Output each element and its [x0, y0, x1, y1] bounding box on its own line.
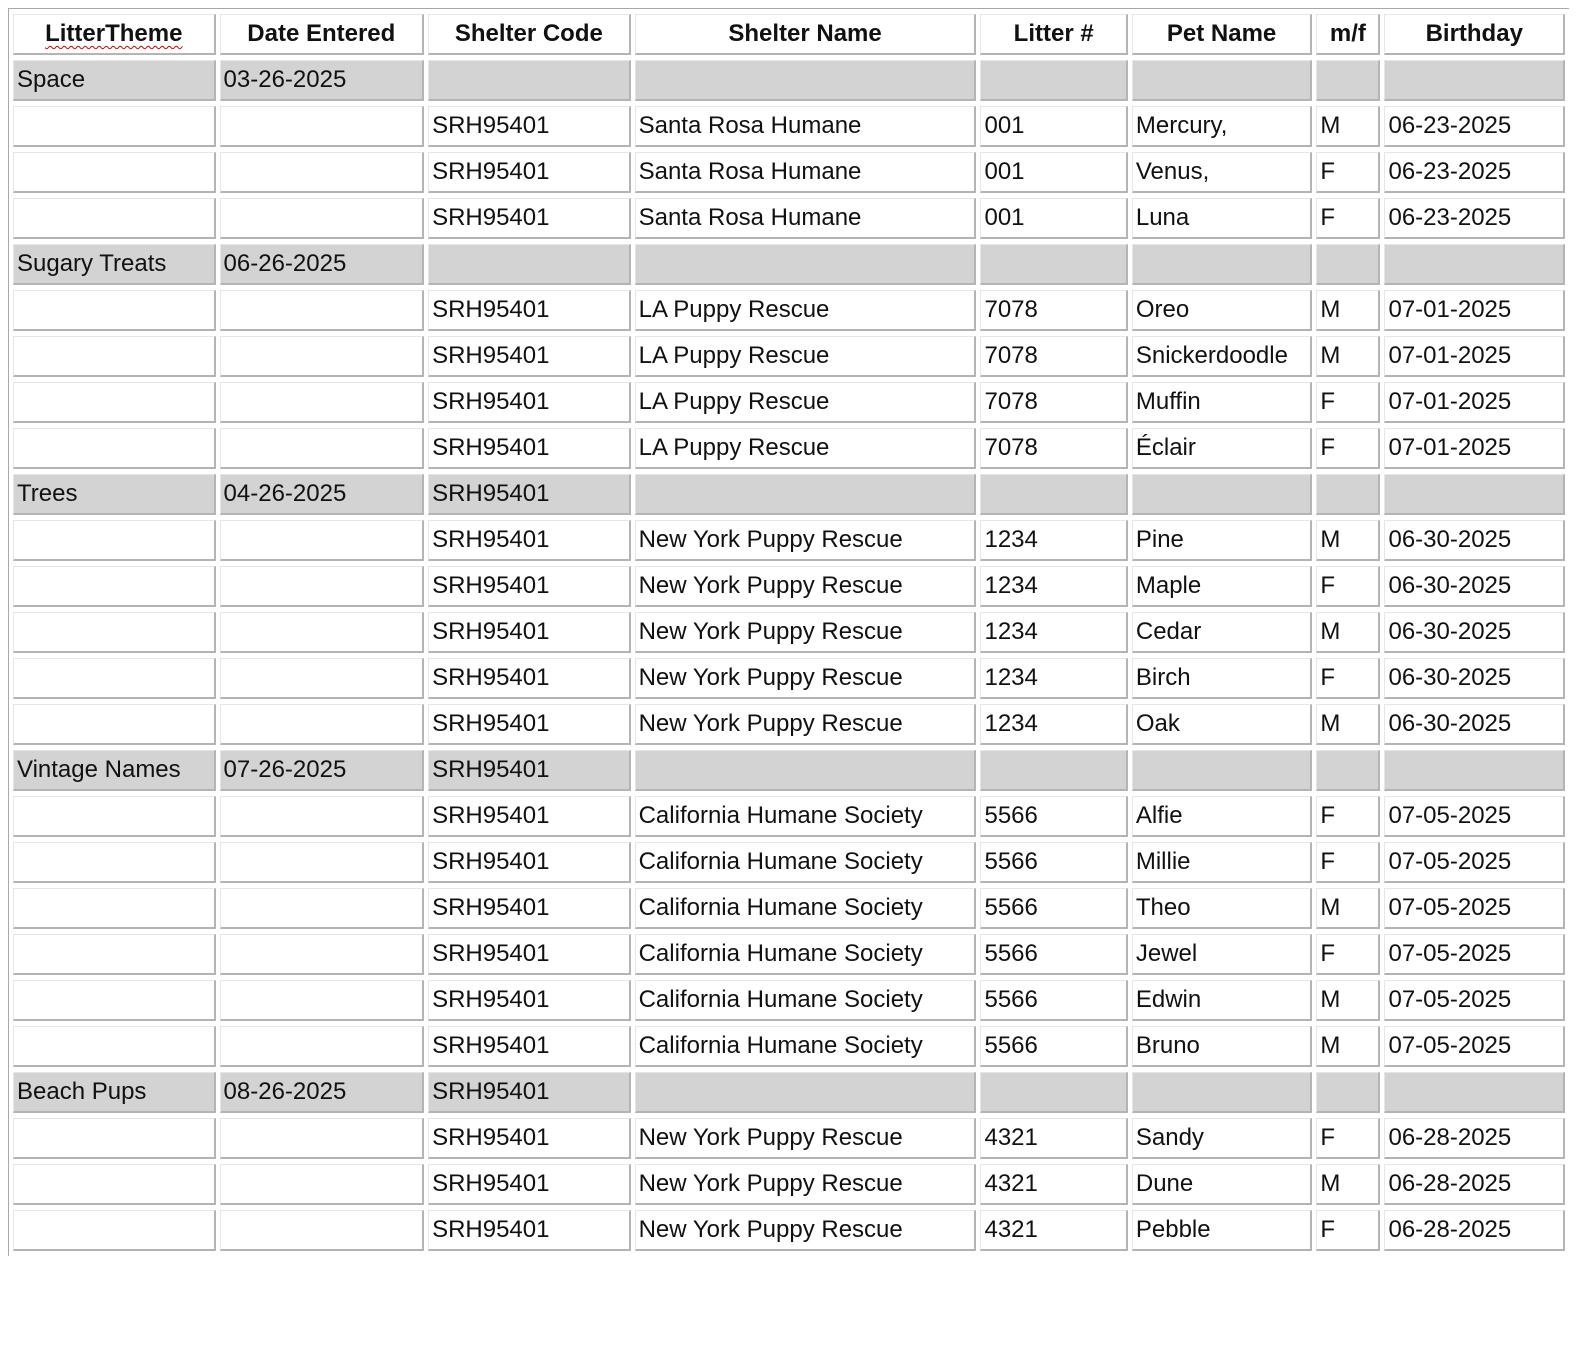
- sex-cell[interactable]: M: [1316, 888, 1380, 929]
- date-entered-cell[interactable]: [220, 336, 425, 377]
- pet-name-cell[interactable]: Venus,: [1132, 152, 1312, 193]
- header-row: [13, 14, 1565, 55]
- pet-row: [13, 566, 1565, 607]
- litter-group-row: [13, 750, 1565, 791]
- date-entered-cell[interactable]: 08-26-2025: [220, 1072, 425, 1113]
- litter-number-cell[interactable]: 7078: [980, 336, 1127, 377]
- birthday-cell[interactable]: 07-01-2025: [1384, 290, 1565, 331]
- shelter-name-cell[interactable]: New York Puppy Rescue: [635, 658, 977, 699]
- sex-cell[interactable]: [1316, 474, 1380, 515]
- date-entered-cell[interactable]: 07-26-2025: [220, 750, 425, 791]
- shelter-name-cell[interactable]: [635, 474, 977, 515]
- shelter-name-cell[interactable]: LA Puppy Rescue: [635, 336, 977, 377]
- shelter-name-cell[interactable]: California Humane Society: [635, 888, 977, 929]
- sex-cell[interactable]: F: [1316, 428, 1380, 469]
- litter-number-cell[interactable]: 7078: [980, 290, 1127, 331]
- birthday-cell[interactable]: 06-28-2025: [1384, 1164, 1565, 1205]
- shelter-name-cell[interactable]: LA Puppy Rescue: [635, 428, 977, 469]
- date-entered-cell[interactable]: [220, 520, 425, 561]
- shelter-code-cell[interactable]: SRH95401: [428, 106, 631, 147]
- shelter-code-cell[interactable]: SRH95401: [428, 1210, 631, 1251]
- litter-table: [9, 9, 1569, 1256]
- date-entered-cell[interactable]: [220, 796, 425, 837]
- litter-number-cell[interactable]: 4321: [980, 1164, 1127, 1205]
- litter-number-cell[interactable]: 1234: [980, 520, 1127, 561]
- pet-row: [13, 612, 1565, 653]
- birthday-cell[interactable]: 07-01-2025: [1384, 428, 1565, 469]
- date-entered-cell[interactable]: 04-26-2025: [220, 474, 425, 515]
- litter-number-cell[interactable]: 1234: [980, 658, 1127, 699]
- litter-number-cell[interactable]: 5566: [980, 842, 1127, 883]
- pet-name-cell[interactable]: [1132, 1072, 1312, 1113]
- pet-row: [13, 1210, 1565, 1251]
- litter-number-cell[interactable]: [980, 750, 1127, 791]
- table-body: [13, 60, 1565, 1251]
- litter-theme-cell[interactable]: Beach Pups: [13, 1072, 216, 1113]
- shelter-code-cell[interactable]: SRH95401: [428, 428, 631, 469]
- litter-theme-cell[interactable]: [13, 842, 216, 883]
- pet-name-cell[interactable]: Snickerdoodle: [1132, 336, 1312, 377]
- header-litter-theme[interactable]: [13, 14, 216, 55]
- shelter-name-cell[interactable]: New York Puppy Rescue: [635, 1118, 977, 1159]
- pet-row: [13, 1164, 1565, 1205]
- pet-name-cell[interactable]: Theo: [1132, 888, 1312, 929]
- shelter-code-cell[interactable]: SRH95401: [428, 382, 631, 423]
- date-entered-cell[interactable]: [220, 980, 425, 1021]
- litter-theme-cell[interactable]: [13, 520, 216, 561]
- header-date-entered[interactable]: Date Entered: [220, 14, 425, 55]
- sex-cell[interactable]: F: [1316, 382, 1380, 423]
- shelter-code-cell[interactable]: SRH95401: [428, 980, 631, 1021]
- pet-name-cell[interactable]: [1132, 60, 1312, 101]
- shelter-name-cell[interactable]: LA Puppy Rescue: [635, 290, 977, 331]
- litter-theme-cell[interactable]: [13, 566, 216, 607]
- shelter-code-cell[interactable]: SRH95401: [428, 566, 631, 607]
- litter-theme-cell[interactable]: [13, 980, 216, 1021]
- header-pet-name[interactable]: Pet Name: [1132, 14, 1312, 55]
- date-entered-cell[interactable]: [220, 106, 425, 147]
- shelter-code-cell[interactable]: [428, 244, 631, 285]
- header-shelter-name[interactable]: Shelter Name: [635, 14, 977, 55]
- litter-number-cell[interactable]: 001: [980, 198, 1127, 239]
- shelter-name-cell[interactable]: New York Puppy Rescue: [635, 612, 977, 653]
- shelter-name-cell[interactable]: California Humane Society: [635, 842, 977, 883]
- shelter-code-cell[interactable]: SRH95401: [428, 290, 631, 331]
- birthday-cell[interactable]: 07-01-2025: [1384, 336, 1565, 377]
- pet-row: [13, 428, 1565, 469]
- birthday-cell[interactable]: 07-05-2025: [1384, 842, 1565, 883]
- shelter-name-cell[interactable]: Santa Rosa Humane: [635, 198, 977, 239]
- sex-cell[interactable]: F: [1316, 796, 1380, 837]
- shelter-name-cell[interactable]: California Humane Society: [635, 1026, 977, 1067]
- pet-name-cell[interactable]: Pine: [1132, 520, 1312, 561]
- litter-group-row: [13, 244, 1565, 285]
- shelter-code-cell[interactable]: SRH95401: [428, 474, 631, 515]
- pet-name-cell[interactable]: Luna: [1132, 198, 1312, 239]
- pet-row: [13, 704, 1565, 745]
- litter-theme-cell[interactable]: [13, 658, 216, 699]
- litter-number-cell[interactable]: [980, 244, 1127, 285]
- birthday-cell[interactable]: 06-23-2025: [1384, 152, 1565, 193]
- pet-row: [13, 520, 1565, 561]
- date-entered-cell[interactable]: [220, 428, 425, 469]
- pet-row: [13, 106, 1565, 147]
- header-sex[interactable]: m/f: [1316, 14, 1380, 55]
- litter-number-cell[interactable]: 1234: [980, 704, 1127, 745]
- sex-cell[interactable]: [1316, 60, 1380, 101]
- shelter-code-cell[interactable]: SRH95401: [428, 336, 631, 377]
- litter-theme-cell[interactable]: Sugary Treats: [13, 244, 216, 285]
- pet-row: [13, 888, 1565, 929]
- litter-number-cell[interactable]: 001: [980, 106, 1127, 147]
- pet-name-cell[interactable]: Pebble: [1132, 1210, 1312, 1251]
- date-entered-cell[interactable]: [220, 842, 425, 883]
- pet-row: [13, 1118, 1565, 1159]
- sex-cell[interactable]: M: [1316, 520, 1380, 561]
- litter-theme-cell[interactable]: [13, 428, 216, 469]
- shelter-code-cell[interactable]: SRH95401: [428, 520, 631, 561]
- birthday-cell[interactable]: 06-30-2025: [1384, 704, 1565, 745]
- shelter-code-cell[interactable]: SRH95401: [428, 842, 631, 883]
- birthday-cell[interactable]: [1384, 750, 1565, 791]
- shelter-code-cell[interactable]: [428, 60, 631, 101]
- pet-row: [13, 336, 1565, 377]
- shelter-code-cell[interactable]: SRH95401: [428, 704, 631, 745]
- shelter-name-cell[interactable]: [635, 244, 977, 285]
- sex-cell[interactable]: F: [1316, 152, 1380, 193]
- shelter-code-cell[interactable]: SRH95401: [428, 152, 631, 193]
- shelter-name-cell[interactable]: New York Puppy Rescue: [635, 1210, 977, 1251]
- pet-name-cell[interactable]: [1132, 474, 1312, 515]
- sex-cell[interactable]: M: [1316, 1164, 1380, 1205]
- shelter-name-cell[interactable]: [635, 750, 977, 791]
- shelter-code-cell[interactable]: SRH95401: [428, 198, 631, 239]
- litter-number-cell[interactable]: 4321: [980, 1118, 1127, 1159]
- shelter-code-cell[interactable]: SRH95401: [428, 1072, 631, 1113]
- birthday-cell[interactable]: 07-05-2025: [1384, 1026, 1565, 1067]
- litter-theme-cell[interactable]: [13, 198, 216, 239]
- pet-row: [13, 658, 1565, 699]
- pet-row: [13, 796, 1565, 837]
- sex-cell[interactable]: M: [1316, 612, 1380, 653]
- birthday-cell[interactable]: [1384, 244, 1565, 285]
- litter-number-cell[interactable]: 7078: [980, 382, 1127, 423]
- date-entered-cell[interactable]: [220, 152, 425, 193]
- litter-theme-cell[interactable]: [13, 1118, 216, 1159]
- sex-cell[interactable]: F: [1316, 658, 1380, 699]
- sex-cell[interactable]: F: [1316, 566, 1380, 607]
- pet-row: [13, 934, 1565, 975]
- litter-theme-cell[interactable]: [13, 336, 216, 377]
- date-entered-cell[interactable]: [220, 566, 425, 607]
- litter-number-cell[interactable]: 1234: [980, 566, 1127, 607]
- litter-number-cell[interactable]: 5566: [980, 980, 1127, 1021]
- litter-theme-cell[interactable]: Vintage Names: [13, 750, 216, 791]
- birthday-cell[interactable]: [1384, 60, 1565, 101]
- sex-cell[interactable]: M: [1316, 704, 1380, 745]
- pet-name-cell[interactable]: Edwin: [1132, 980, 1312, 1021]
- sex-cell[interactable]: F: [1316, 1210, 1380, 1251]
- litter-number-cell[interactable]: 7078: [980, 428, 1127, 469]
- litter-theme-cell[interactable]: Space: [13, 60, 216, 101]
- date-entered-cell[interactable]: [220, 704, 425, 745]
- shelter-name-cell[interactable]: [635, 1072, 977, 1113]
- litter-theme-cell[interactable]: [13, 1164, 216, 1205]
- litter-theme-cell[interactable]: [13, 888, 216, 929]
- date-entered-cell[interactable]: [220, 382, 425, 423]
- pet-row: [13, 980, 1565, 1021]
- litter-theme-cell[interactable]: [13, 612, 216, 653]
- pet-name-cell[interactable]: Dune: [1132, 1164, 1312, 1205]
- birthday-cell[interactable]: 07-05-2025: [1384, 934, 1565, 975]
- pet-name-cell[interactable]: Jewel: [1132, 934, 1312, 975]
- shelter-code-cell[interactable]: SRH95401: [428, 1026, 631, 1067]
- litter-number-cell[interactable]: 5566: [980, 888, 1127, 929]
- pet-name-cell[interactable]: Oak: [1132, 704, 1312, 745]
- litter-table-container: [8, 8, 1569, 1256]
- shelter-code-cell[interactable]: SRH95401: [428, 888, 631, 929]
- sex-cell[interactable]: M: [1316, 290, 1380, 331]
- litter-theme-cell[interactable]: [13, 290, 216, 331]
- sex-cell[interactable]: M: [1316, 980, 1380, 1021]
- pet-name-cell[interactable]: Bruno: [1132, 1026, 1312, 1067]
- birthday-cell[interactable]: 06-23-2025: [1384, 106, 1565, 147]
- birthday-cell[interactable]: 06-30-2025: [1384, 612, 1565, 653]
- pet-row: [13, 382, 1565, 423]
- birthday-cell[interactable]: [1384, 1072, 1565, 1113]
- shelter-name-cell[interactable]: New York Puppy Rescue: [635, 566, 977, 607]
- header-birthday[interactable]: Birthday: [1384, 14, 1565, 55]
- birthday-cell[interactable]: 06-28-2025: [1384, 1118, 1565, 1159]
- sex-cell[interactable]: F: [1316, 1118, 1380, 1159]
- date-entered-cell[interactable]: [220, 1210, 425, 1251]
- shelter-name-cell[interactable]: California Humane Society: [635, 934, 977, 975]
- pet-row: [13, 1026, 1565, 1067]
- date-entered-cell[interactable]: [220, 888, 425, 929]
- birthday-cell[interactable]: 07-05-2025: [1384, 980, 1565, 1021]
- pet-name-cell[interactable]: Maple: [1132, 566, 1312, 607]
- date-entered-cell[interactable]: 06-26-2025: [220, 244, 425, 285]
- pet-name-cell[interactable]: [1132, 750, 1312, 791]
- birthday-cell[interactable]: 06-23-2025: [1384, 198, 1565, 239]
- sex-cell[interactable]: F: [1316, 842, 1380, 883]
- pet-row: [13, 198, 1565, 239]
- sex-cell[interactable]: F: [1316, 198, 1380, 239]
- pet-name-cell[interactable]: Millie: [1132, 842, 1312, 883]
- shelter-name-cell[interactable]: [635, 60, 977, 101]
- shelter-code-cell[interactable]: SRH95401: [428, 1164, 631, 1205]
- litter-number-cell[interactable]: 1234: [980, 612, 1127, 653]
- date-entered-cell[interactable]: [220, 658, 425, 699]
- litter-group-row: [13, 60, 1565, 101]
- header-litter-theme-label: LitterTheme: [45, 20, 183, 47]
- shelter-name-cell[interactable]: California Humane Society: [635, 796, 977, 837]
- shelter-name-cell[interactable]: Santa Rosa Humane: [635, 152, 977, 193]
- pet-name-cell[interactable]: Muffin: [1132, 382, 1312, 423]
- pet-name-cell[interactable]: Alfie: [1132, 796, 1312, 837]
- shelter-code-cell[interactable]: SRH95401: [428, 750, 631, 791]
- shelter-code-cell[interactable]: SRH95401: [428, 934, 631, 975]
- sex-cell[interactable]: F: [1316, 934, 1380, 975]
- pet-name-cell[interactable]: Oreo: [1132, 290, 1312, 331]
- date-entered-cell[interactable]: [220, 290, 425, 331]
- litter-theme-cell[interactable]: [13, 106, 216, 147]
- shelter-code-cell[interactable]: SRH95401: [428, 1118, 631, 1159]
- date-entered-cell[interactable]: [220, 1118, 425, 1159]
- shelter-name-cell[interactable]: New York Puppy Rescue: [635, 1164, 977, 1205]
- litter-number-cell[interactable]: 5566: [980, 796, 1127, 837]
- litter-theme-cell[interactable]: [13, 382, 216, 423]
- litter-number-cell[interactable]: 5566: [980, 934, 1127, 975]
- pet-name-cell[interactable]: [1132, 244, 1312, 285]
- litter-theme-cell[interactable]: [13, 1210, 216, 1251]
- pet-row: [13, 842, 1565, 883]
- litter-theme-cell[interactable]: [13, 152, 216, 193]
- date-entered-cell[interactable]: [220, 934, 425, 975]
- litter-theme-cell[interactable]: [13, 704, 216, 745]
- birthday-cell[interactable]: 06-30-2025: [1384, 658, 1565, 699]
- birthday-cell[interactable]: 06-30-2025: [1384, 566, 1565, 607]
- pet-name-cell[interactable]: Sandy: [1132, 1118, 1312, 1159]
- litter-theme-cell[interactable]: [13, 1026, 216, 1067]
- sex-cell[interactable]: M: [1316, 336, 1380, 377]
- litter-number-cell[interactable]: [980, 474, 1127, 515]
- date-entered-cell[interactable]: [220, 612, 425, 653]
- pet-row: [13, 152, 1565, 193]
- date-entered-cell[interactable]: [220, 198, 425, 239]
- pet-name-cell[interactable]: Cedar: [1132, 612, 1312, 653]
- shelter-name-cell[interactable]: New York Puppy Rescue: [635, 520, 977, 561]
- pet-row: [13, 290, 1565, 331]
- shelter-name-cell[interactable]: New York Puppy Rescue: [635, 704, 977, 745]
- shelter-name-cell[interactable]: Santa Rosa Humane: [635, 106, 977, 147]
- birthday-cell[interactable]: 06-30-2025: [1384, 520, 1565, 561]
- shelter-name-cell[interactable]: LA Puppy Rescue: [635, 382, 977, 423]
- litter-group-row: [13, 1072, 1565, 1113]
- litter-theme-cell[interactable]: [13, 934, 216, 975]
- litter-number-cell[interactable]: [980, 1072, 1127, 1113]
- pet-name-cell[interactable]: Birch: [1132, 658, 1312, 699]
- litter-group-row: [13, 474, 1565, 515]
- litter-theme-cell[interactable]: [13, 796, 216, 837]
- litter-number-cell[interactable]: 5566: [980, 1026, 1127, 1067]
- sex-cell[interactable]: [1316, 1072, 1380, 1113]
- sex-cell[interactable]: M: [1316, 1026, 1380, 1067]
- litter-number-cell[interactable]: 001: [980, 152, 1127, 193]
- litter-number-cell[interactable]: 4321: [980, 1210, 1127, 1251]
- shelter-code-cell[interactable]: SRH95401: [428, 796, 631, 837]
- birthday-cell[interactable]: 07-05-2025: [1384, 888, 1565, 929]
- header-shelter-code[interactable]: Shelter Code: [428, 14, 631, 55]
- birthday-cell[interactable]: 07-01-2025: [1384, 382, 1565, 423]
- shelter-code-cell[interactable]: SRH95401: [428, 658, 631, 699]
- sex-cell[interactable]: M: [1316, 106, 1380, 147]
- pet-name-cell[interactable]: Mercury,: [1132, 106, 1312, 147]
- litter-theme-cell[interactable]: Trees: [13, 474, 216, 515]
- sex-cell[interactable]: [1316, 750, 1380, 791]
- date-entered-cell[interactable]: [220, 1026, 425, 1067]
- sex-cell[interactable]: [1316, 244, 1380, 285]
- shelter-name-cell[interactable]: California Humane Society: [635, 980, 977, 1021]
- date-entered-cell[interactable]: 03-26-2025: [220, 60, 425, 101]
- litter-number-cell[interactable]: [980, 60, 1127, 101]
- date-entered-cell[interactable]: [220, 1164, 425, 1205]
- birthday-cell[interactable]: [1384, 474, 1565, 515]
- pet-name-cell[interactable]: Éclair: [1132, 428, 1312, 469]
- birthday-cell[interactable]: 07-05-2025: [1384, 796, 1565, 837]
- shelter-code-cell[interactable]: SRH95401: [428, 612, 631, 653]
- birthday-cell[interactable]: 06-28-2025: [1384, 1210, 1565, 1251]
- header-litter-number[interactable]: Litter #: [980, 14, 1127, 55]
